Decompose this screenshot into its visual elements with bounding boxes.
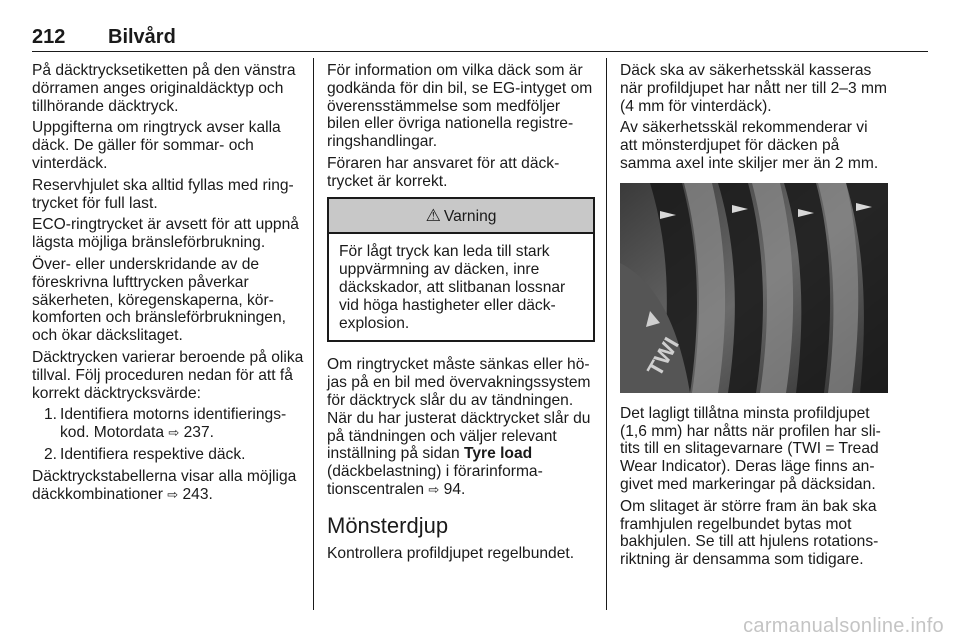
paragraph [327, 356, 595, 498]
twi-marking: TWI [642, 332, 684, 381]
column-divider [606, 58, 607, 610]
column-divider [313, 58, 314, 610]
menu-term: Tyre load [463, 445, 533, 463]
paragraph: Däck ska av säkerhetsskäl kasseras när profildjupet har nått ner till 2–3 mm (4 mm för vinterdäck). [620, 62, 887, 115]
header-rule [32, 51, 928, 52]
paragraph: Av säkerhetsskäl rekommenderar vi att mönsterdjupet för däcken på samma axel inte skiljer mer än 2 mm. [620, 119, 879, 172]
page-ref-link[interactable]: 94. [443, 480, 466, 498]
warning-body: För lågt tryck kan leda till stark uppvärmning av däcken, inre däckskador, att slitbanan lossnar vid höga hastigheter eller däckexplosion. [339, 243, 566, 332]
page-ref-arrow-icon[interactable]: ⇨ [168, 425, 180, 441]
list-item [32, 446, 304, 464]
page-number: 212 [32, 26, 66, 48]
paragraph-text: Om ringtrycket måste sänkas eller höjas på en bil med övervakningssystem för däcktryck slår du av tändningen. När du har justerat däcktrycket slår du på tändningen och väljer relevant inställning på sidan [327, 356, 591, 463]
page-ref-arrow-icon[interactable]: ⇨ [428, 481, 440, 497]
paragraph: ECO-ringtrycket är avsett för att uppnå lägsta möjliga bränsleförbrukning. [32, 216, 299, 252]
paragraph: För information om vilka däck som är godkända för din bil, se EG-intyget om överensstämmelse som medföljer bilen eller övriga nationella registreringshandlingar. [327, 62, 593, 151]
column-3 [620, 62, 888, 573]
warning-box [327, 197, 595, 343]
paragraph: Kontrollera profildjupet regelbundet. [327, 544, 575, 562]
list-text: Identifiera respektive däck. [60, 445, 246, 463]
steps-list [32, 406, 304, 463]
paragraph: Om slitaget är större fram än bak ska framhjulen regelbundet bytas mot bakhjulen. Se till att hjulens rotationsriktning är densamma som tidigare. [620, 497, 879, 569]
paragraph-text: Däcktryckstabellerna visar alla möjliga däckkombinationer [32, 467, 297, 503]
page-ref-arrow-icon[interactable]: ⇨ [167, 486, 179, 502]
list-item [32, 406, 304, 442]
paragraph: Reservhjulet ska alltid fyllas med ringtrycket för full last. [32, 176, 294, 212]
paragraph [32, 468, 304, 504]
list-number: 1. [44, 406, 58, 424]
page-ref-link[interactable]: 243. [182, 485, 213, 503]
paragraph-text: (däckbelastning) i förarinformationscentralen [327, 463, 543, 498]
paragraph: Föraren har ansvaret för att däcktrycket är korrekt. [327, 154, 560, 190]
paragraph: Uppgifterna om ringtryck avser kalla däck. De gäller för sommar- och vinterdäck. [32, 119, 281, 172]
list-text: Identifiera motorns identifieringskod. Motordata [60, 406, 287, 442]
watermark: carmanualsonline.info [743, 615, 944, 637]
paragraph: Däcktrycken varierar beroende på olika tillval. Följ proceduren nedan för att få korrekt däcktrycksvärde: [32, 348, 304, 402]
paragraph: På däcktrycksetiketten på den vänstra dörramen anges originaldäcktyp och tillhörande däcktryck. [32, 62, 296, 115]
chapter-title: Bilvård [108, 26, 176, 48]
page-ref-link[interactable]: 237. [183, 424, 214, 442]
warning-triangle-icon: ⚠ [425, 205, 441, 225]
list-number: 2. [44, 445, 58, 463]
paragraph: Över- eller underskridande av de föreskrivna lufttrycken påverkar säkerheten, köregenskaperna, körkomforten och bränsleförbrukningen, och ökar däckslitaget. [32, 255, 286, 345]
warning-title: Varning [443, 207, 497, 225]
paragraph: Det lagligt tillåtna minsta profildjupet (1,6 mm) har nåtts när profilen har slitits till en slitagevarnare (TWI = Tread Wear Indicator). Deras läge finns angivet med markeringar på däcksidan. [620, 404, 881, 493]
section-heading: Mönsterdjup [327, 512, 449, 538]
column-2 [327, 62, 595, 567]
tyre-tread-image [620, 183, 888, 393]
warning-header [329, 199, 593, 235]
column-1 [32, 62, 304, 507]
